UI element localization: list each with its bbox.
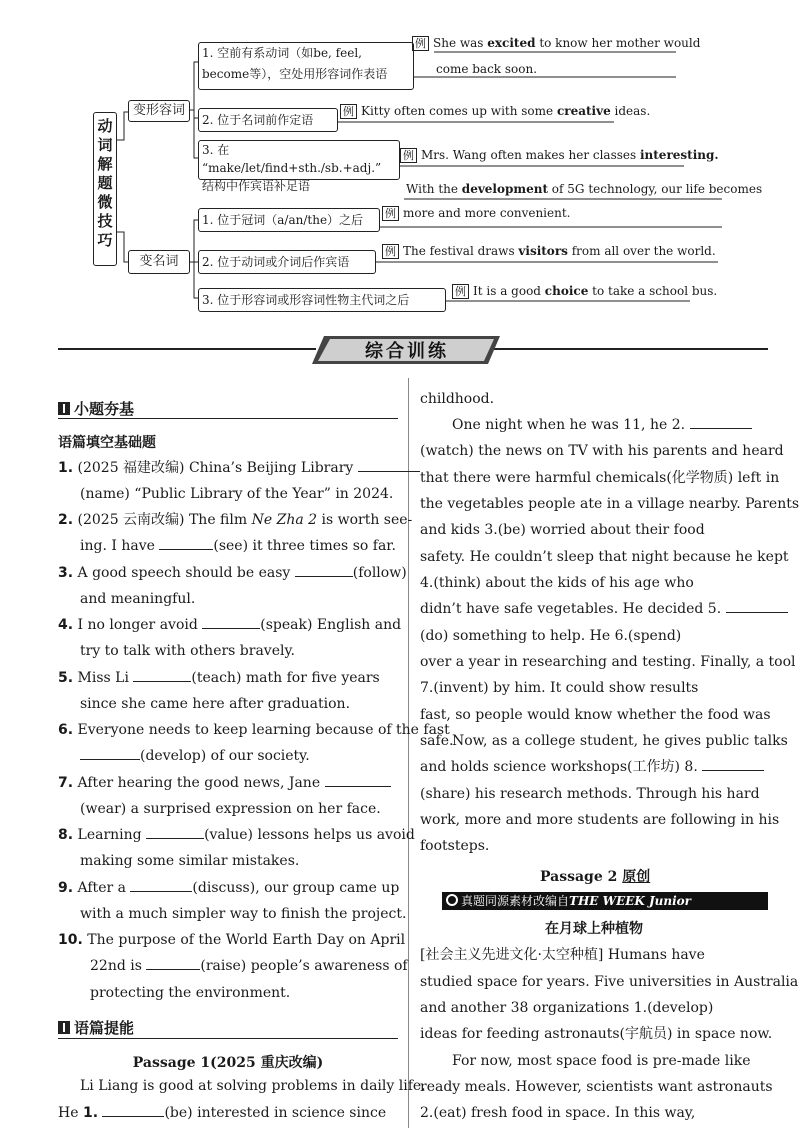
list-item: 5. Miss Li (teach) math for five years — [58, 665, 380, 691]
rule-5-box: 2. 位于动词或介词后作宾语 — [198, 250, 376, 274]
banner-rule-left — [58, 348, 316, 350]
answer-blank[interactable] — [102, 1102, 164, 1117]
example-tag: 例 — [382, 206, 399, 221]
heading-passage-skills: 语篇提能 — [58, 1017, 134, 1038]
heading-sub: 语篇填空基础题 — [58, 435, 156, 451]
list-item: 1. (2025 福建改编) China’s Beijing Library — [58, 455, 420, 481]
list-item: 8. Learning (value) lessons helps us avoid — [58, 822, 415, 848]
source-banner: 真题同源素材改编自THE WEEK Junior — [442, 892, 768, 910]
answer-blank[interactable] — [358, 457, 420, 472]
example-tag: 例 — [452, 284, 469, 299]
answer-blank[interactable] — [690, 414, 752, 429]
answer-blank[interactable] — [146, 824, 204, 839]
answer-blank[interactable] — [202, 614, 260, 629]
passage-2-title: Passage 2 原创 — [540, 869, 651, 885]
rule-2-box: 2. 位于名词前作定语 — [198, 108, 338, 132]
rule-1-example: 例 She was excited to know her mother would — [412, 36, 700, 51]
notebook-icon — [58, 1021, 70, 1034]
list-item: 7. After hearing the good news, Jane — [58, 770, 391, 796]
answer-blank[interactable] — [295, 562, 353, 577]
rule-4-example-line1: With the development of 5G technology, our life becomes — [406, 182, 763, 196]
rule-4-box: 1. 位于冠词（a/an/the）之后 — [198, 208, 380, 232]
list-item: 9. After a (discuss), our group came up — [58, 875, 399, 901]
answer-blank[interactable] — [80, 745, 140, 760]
heading-small-questions: 小题夯基 — [58, 398, 134, 419]
rule-1-box: 1. 空前有系动词（如be, feel, become等），空处用形容词作表语 — [198, 42, 414, 90]
answer-blank[interactable] — [159, 535, 213, 550]
example-tag: 例 — [412, 36, 429, 51]
list-item: 10. The purpose of the World Earth Day on April — [58, 932, 406, 948]
rule-4-example-line2: 例 more and more convenient. — [382, 206, 570, 221]
rule-3-example: 例 Mrs. Wang often makes her classes interesting. — [400, 148, 719, 163]
search-icon — [446, 894, 458, 906]
list-item: 2. (2025 云南改编) The film Ne Zha 2 is worth see- — [58, 512, 413, 528]
column-divider — [408, 378, 409, 1128]
answer-blank[interactable] — [133, 667, 191, 682]
branch-adjective: 变形容词 — [128, 100, 190, 122]
list-item: 6. Everyone needs to keep learning because of the fast — [58, 722, 450, 738]
answer-blank[interactable] — [702, 756, 764, 771]
rule-5-example: 例 The festival draws visitors from all over the world. — [382, 244, 716, 259]
list-item: 4. I no longer avoid (speak) English and — [58, 612, 401, 638]
rule-1-example-line2: come back soon. — [436, 62, 538, 76]
passage-2-heading: 在月球上种植物 — [545, 921, 643, 937]
heading-underline — [58, 1038, 398, 1039]
heading-underline — [58, 418, 398, 419]
section-title: 综合训练 — [365, 341, 449, 362]
answer-blank[interactable] — [325, 772, 391, 787]
rule-2-example: 例 Kitty often comes up with some creative ideas. — [340, 104, 650, 119]
banner-rule-right — [492, 348, 768, 350]
example-tag: 例 — [340, 104, 357, 119]
answer-blank[interactable] — [130, 877, 192, 892]
rule-6-box: 3. 位于形容词或形容词性物主代词之后 — [198, 288, 446, 312]
answer-blank[interactable] — [146, 955, 200, 970]
example-tag: 例 — [382, 244, 399, 259]
notebook-icon — [58, 402, 70, 415]
rule-3-box: 3. 在 “make/let/find+sth./sb.+adj.” 结构中作宾语补足语 — [198, 140, 400, 180]
example-tag: 例 — [400, 148, 417, 163]
branch-noun: 变名词 — [128, 250, 190, 274]
list-item: 3. A good speech should be easy (follow) — [58, 560, 407, 586]
passage-1-title: Passage 1(2025 重庆改编) — [132, 1055, 324, 1071]
answer-blank[interactable] — [726, 598, 788, 613]
mindmap-root: 动词解题微技巧 — [93, 112, 117, 266]
rule-6-example: 例 It is a good choice to take a school bus. — [452, 284, 717, 299]
